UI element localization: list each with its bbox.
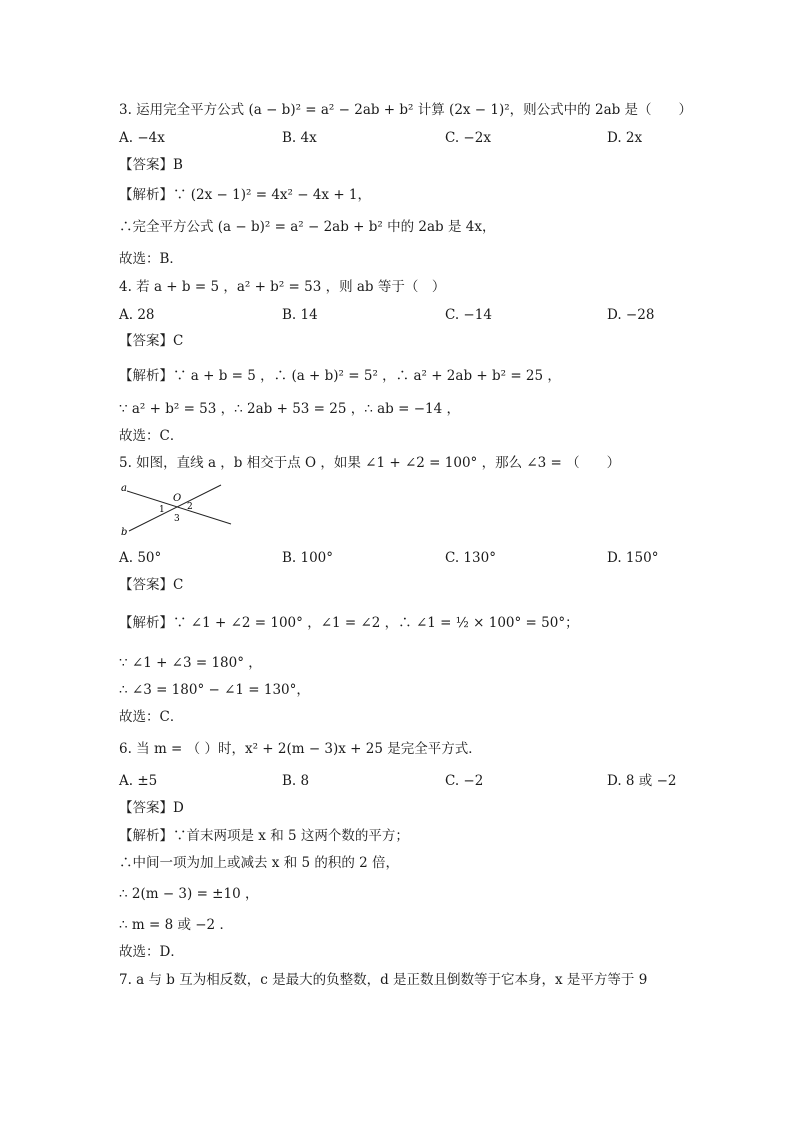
q6-option-d: D. 8 或 −2 <box>607 773 677 789</box>
q6-option-c: C. −2 <box>445 773 484 789</box>
q5-option-d: D. 150° <box>607 550 659 566</box>
q6-analysis-line: 【解析】∵首末两项是 x 和 5 这两个数的平方； <box>119 828 409 844</box>
q5-option-b: B. 100° <box>282 550 334 566</box>
q4-option-b: B. 14 <box>282 307 318 323</box>
angle-label-1: 1 <box>159 505 165 515</box>
q6-analysis-line: 故选：D． <box>119 944 184 960</box>
q3-analysis-line: 【解析】∵ (2x − 1)² = 4x² − 4x + 1， <box>119 187 372 203</box>
q3-option-b: B. 4x <box>282 130 317 146</box>
q3-answer: 【答案】B <box>119 157 183 173</box>
q3-stem: 3. 运用完全平方公式 (a − b)² = a² − 2ab + b² 计算 (2x − 1)²，则公式中的 2ab 是（ ） <box>119 102 693 118</box>
q3-analysis-line: ∴完全平方公式 (a − b)² = a² − 2ab + b² 中的 2ab 是 4x， <box>119 219 496 235</box>
q5-analysis-line: ∵ ∠1 + ∠3 = 180° ， <box>119 655 262 671</box>
q5-stem: 5. 如图，直线 a ，b 相交于点 O ，如果 ∠1 + ∠2 = 100° ，那么 ∠3 = （ ） <box>119 455 621 471</box>
q4-option-c: C. −14 <box>445 307 492 323</box>
q6-analysis-line: ∴ m = 8 或 −2 ． <box>119 917 233 933</box>
label-a: a <box>121 483 127 494</box>
q4-analysis-line: 故选：C． <box>119 428 184 444</box>
q5-analysis-line: ∴ ∠3 = 180° − ∠1 = 130°， <box>119 682 310 698</box>
q7-stem: 7. a 与 b 互为相反数，c 是最大的负整数，d 是正数且倒数等于它本身，x 是平方等于 9 <box>119 972 648 988</box>
q4-answer: 【答案】C <box>119 333 184 349</box>
label-b: b <box>121 527 128 538</box>
q6-answer: 【答案】D <box>119 800 184 816</box>
q6-option-a: A. ±5 <box>119 773 158 789</box>
q6-analysis-line: ∴ 2(m − 3) = ±10 ， <box>119 886 259 902</box>
q4-analysis-line: 【解析】∵ a + b = 5 ，∴ (a + b)² = 5² ，∴ a² + 2ab + b² = 25 ， <box>119 368 561 384</box>
q4-stem: 4. 若 a + b = 5 ，a² + b² = 53 ，则 ab 等于（ ） <box>119 279 446 295</box>
q5-option-a: A. 50° <box>119 550 162 566</box>
angle-label-2: 2 <box>187 502 193 512</box>
q6-analysis-line: ∴中间一项为加上或减去 x 和 5 的积的 2 倍， <box>119 855 400 871</box>
q5-option-c: C. 130° <box>445 550 496 566</box>
q5-answer: 【答案】C <box>119 577 184 593</box>
intersecting-lines-figure <box>119 480 239 538</box>
q4-option-a: A. 28 <box>119 307 155 323</box>
q3-option-a: A. −4x <box>119 130 165 146</box>
q6-stem: 6. 当 m = （ ）时，x² + 2(m − 3)x + 25 是完全平方式． <box>119 741 482 757</box>
q4-option-d: D. −28 <box>607 307 655 323</box>
q3-analysis-line: 故选：B． <box>119 251 183 267</box>
q3-option-d: D. 2x <box>607 130 643 146</box>
q6-option-b: B. 8 <box>282 773 310 789</box>
line-b <box>129 485 221 531</box>
q5-analysis-line: 【解析】∵ ∠1 + ∠2 = 100° ，∠1 = ∠2 ，∴ ∠1 = ½ × 100° = 50°； <box>119 615 579 631</box>
q4-analysis-line: ∵ a² + b² = 53 ，∴ 2ab + 53 = 25 ，∴ ab = −14 ， <box>119 401 460 417</box>
q3-option-c: C. −2x <box>445 130 491 146</box>
label-o: O <box>173 493 182 504</box>
angle-label-3: 3 <box>174 514 180 524</box>
q5-analysis-line: 故选：C． <box>119 709 184 725</box>
